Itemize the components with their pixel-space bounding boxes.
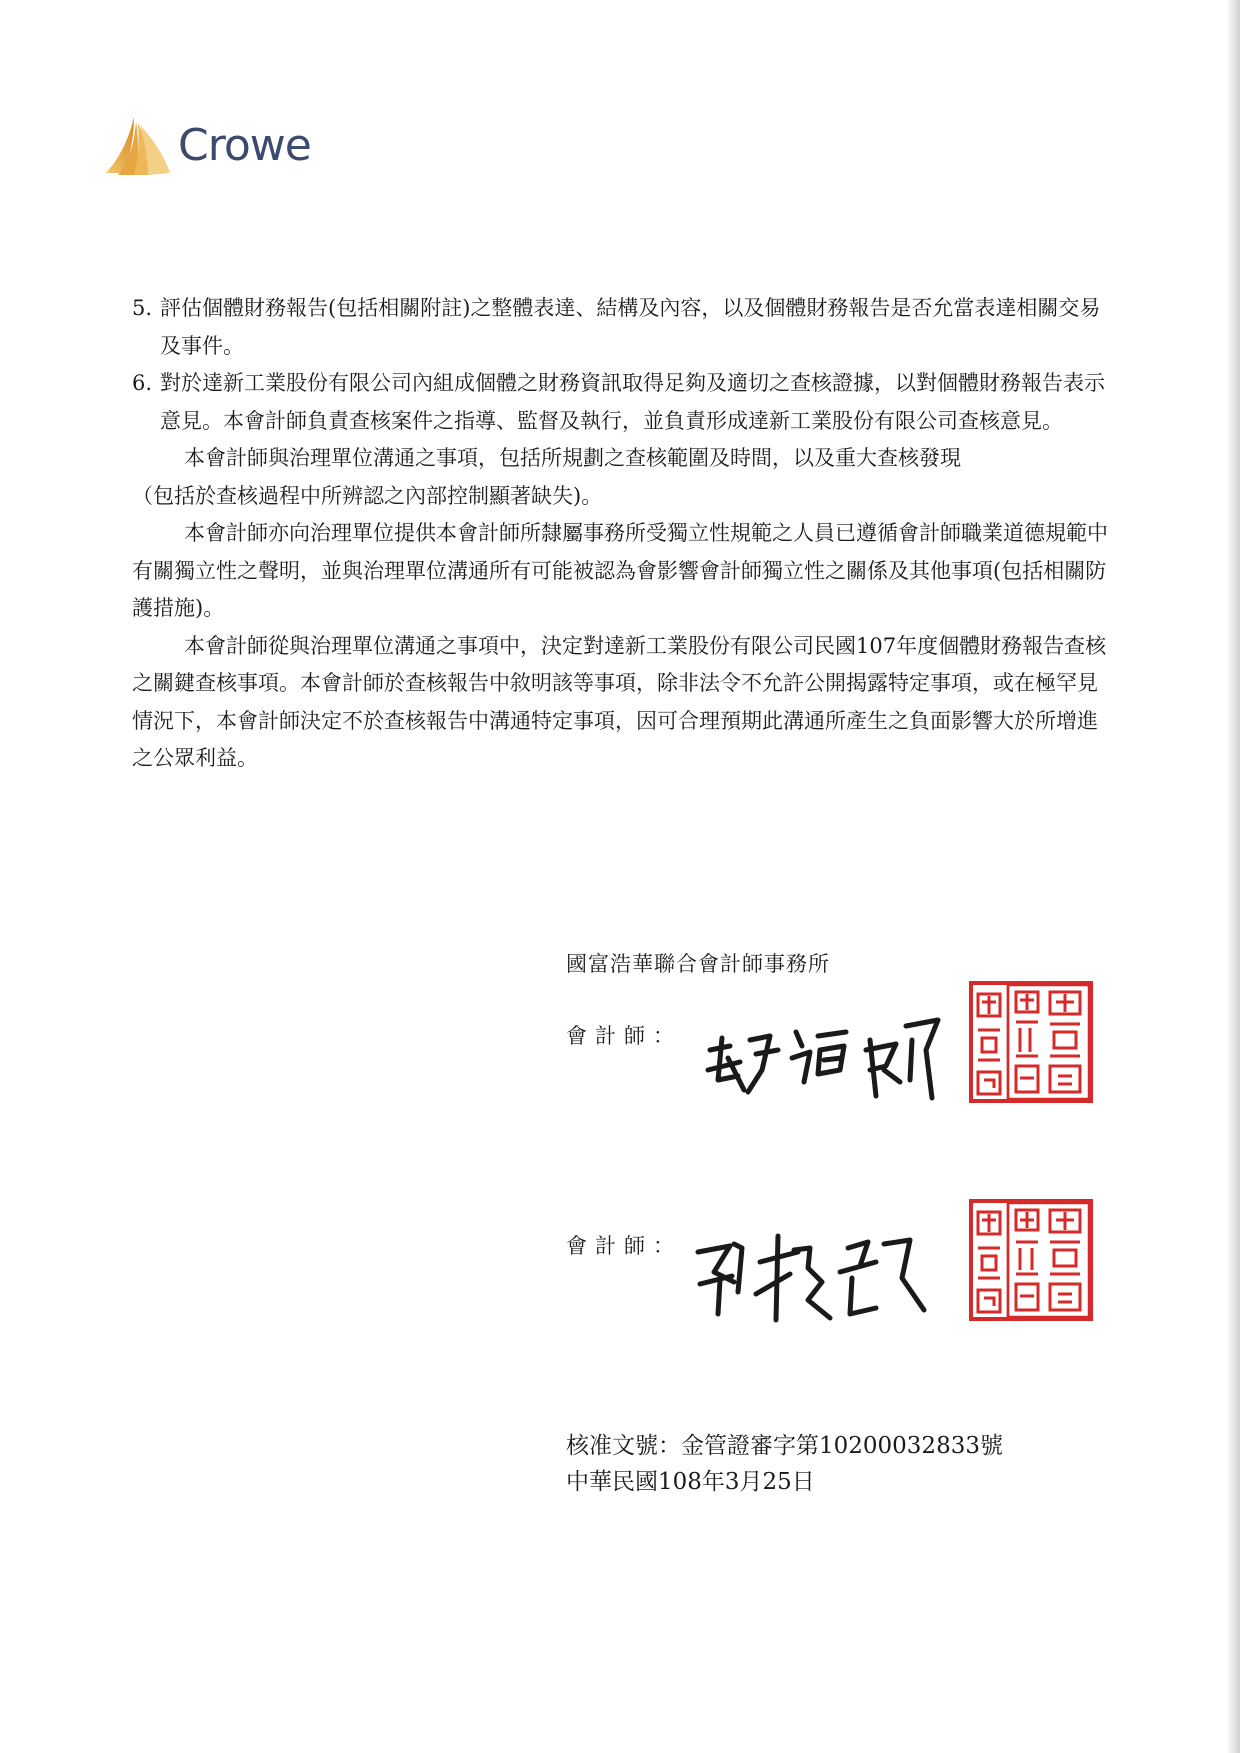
report-date: 中華民國108年3月25日 — [566, 1469, 815, 1495]
list-item-number: 6. — [132, 371, 153, 395]
approval-number: 核准文號：金管證審字第10200032833號 — [566, 1433, 1003, 1459]
handwritten-signature-1 — [700, 1010, 950, 1110]
cpa-label-2: 會計師： — [566, 1234, 682, 1258]
crowe-logo — [104, 115, 311, 177]
paragraph-governance-communication: 本會計師與治理單位溝通之事項，包括所規劃之查核範圍及時間，以及重大查核發現 — [184, 446, 961, 470]
red-seal-stamp-1 — [968, 980, 1094, 1104]
crowe-sunburst-icon — [104, 115, 172, 177]
scan-edge-shadow — [1226, 0, 1240, 1753]
paragraph-key-audit-matters: 本會計師從與治理單位溝通之事項中，決定對達新工業股份有限公司民國107年度個體財務報告查核之關鍵查核事項。本會計師於查核報告中敘明該等事項，除非法令不允許公開揭露特定事項，或在極罕見情況下，本會計師決定不於查核報告中溝通特定事項，因可合理預期此溝通所產生之負面影響大於所增進之公眾利益。 — [132, 633, 1107, 770]
paragraph-continuation: （包括於查核過程中所辨認之內部控制顯著缺失)。 — [132, 483, 603, 508]
cpa-label-1: 會計師： — [566, 1024, 682, 1048]
firm-name: 國富浩華聯合會計師事務所 — [566, 952, 830, 976]
list-item-5 — [132, 290, 1110, 365]
list-item-text: 對於達新工業股份有限公司內組成個體之財務資訊取得足夠及適切之查核證據，以對個體財務報告表示意見。本會計師負責查核案件之指導、監督及執行，並負責形成達新工業股份有限公司查核意見。 — [160, 371, 1105, 433]
report-body — [132, 290, 1110, 778]
approval-block — [566, 1428, 1003, 1500]
list-item-number: 5. — [132, 296, 153, 320]
handwritten-signature-2 — [690, 1222, 950, 1332]
logo-wordmark: Crowe — [178, 120, 311, 171]
paragraph-independence: 本會計師亦向治理單位提供本會計師所隸屬事務所受獨立性規範之人員已遵循會計師職業道德規範中有關獨立性之聲明，並與治理單位溝通所有可能被認為會影響會計師獨立性之關係及其他事項(包括相關防護措施)。 — [132, 521, 1108, 620]
list-item-6 — [132, 365, 1110, 440]
red-seal-stamp-2 — [968, 1198, 1094, 1322]
list-item-text: 評估個體財務報告(包括相關附註)之整體表達、結構及內容，以及個體財務報告是否允當表達相關交易及事件。 — [160, 296, 1101, 358]
